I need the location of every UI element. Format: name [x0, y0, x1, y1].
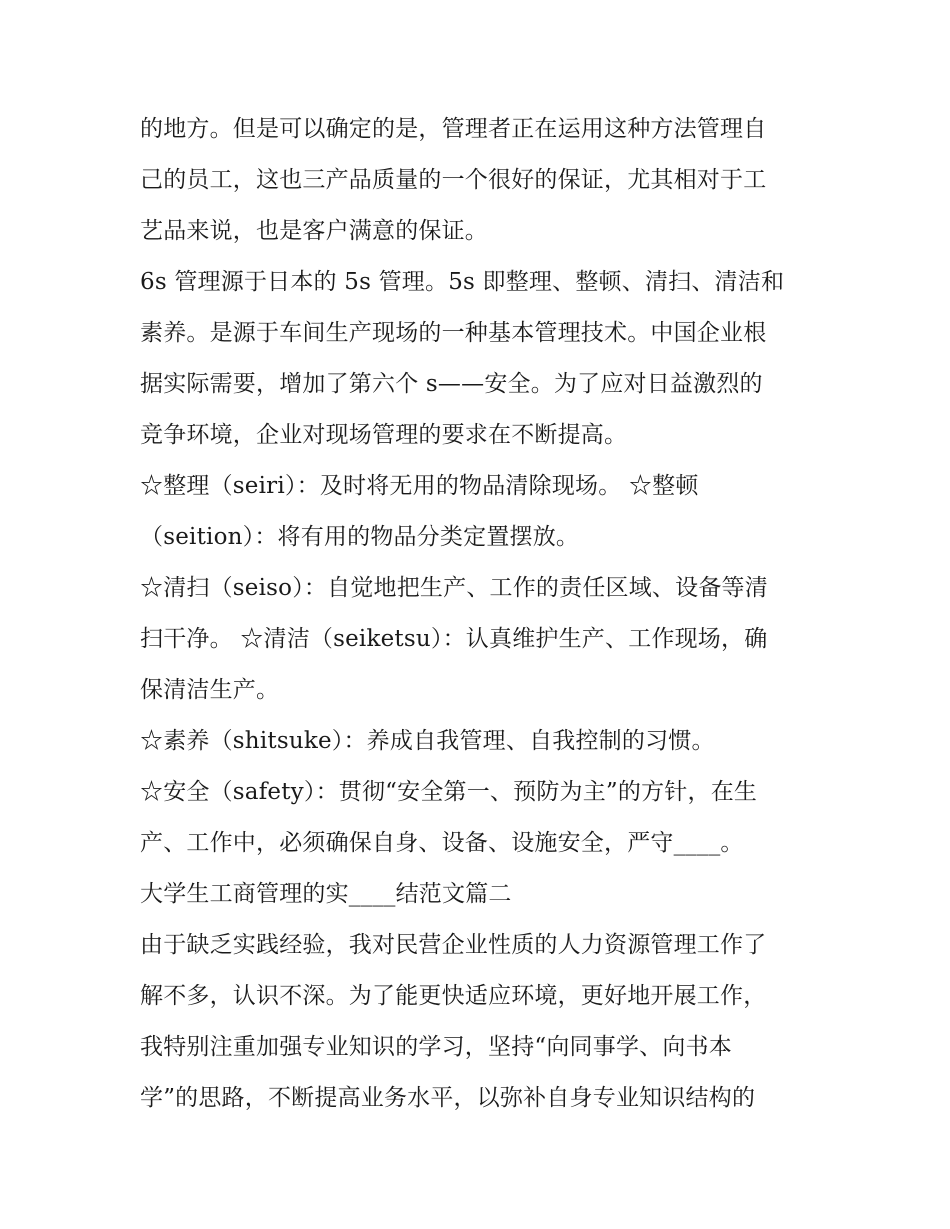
text-line: 据实际需要，增加了第六个 s——安全。为了应对日益激烈的 — [140, 371, 763, 397]
text-line: 学”的思路，不断提高业务水平，以弥补自身专业知识结构的 — [140, 1085, 756, 1111]
text-line: 扫干净。 ☆清洁（seiketsu）：认真维护生产、工作现场，确 — [140, 626, 768, 652]
text-line: 解不多，认识不深。为了能更快适应环境，更好地开展工作， — [140, 983, 767, 1009]
text-line: 保清洁生产。 — [140, 677, 280, 703]
text-line: ☆整理（seiri）：及时将无用的物品清除现场。 ☆整顿 — [140, 473, 699, 499]
text-line: 己的员工，这也三产品质量的一个很好的保证，尤其相对于工 — [140, 167, 767, 193]
text-line: 竞争环境，企业对现场管理的要求在不断提高。 — [140, 422, 628, 448]
text-line: （seition）：将有用的物品分类定置摆放。 — [140, 524, 580, 550]
text-line: 我特别注重加强专业知识的学习，坚持“向同事学、向书本 — [140, 1034, 732, 1060]
text-line: ☆清扫（seiso）：自觉地把生产、工作的责任区域、设备等清 — [140, 575, 768, 601]
text-line: 由于缺乏实践经验，我对民营企业性质的人力资源管理工作了 — [140, 932, 767, 958]
text-line: 产、工作中，必须确保自身、设备、设施安全，严守____。 — [140, 830, 744, 856]
text-line: 6s 管理源于日本的 5s 管理。5s 即整理、整顿、清扫、清洁和 — [140, 269, 785, 295]
text-line: ☆安全（safety）：贯彻“安全第一、预防为主”的方针，在生 — [140, 779, 758, 805]
document-body — [140, 104, 820, 1124]
text-line: 的地方。但是可以确定的是，管理者正在运用这种方法管理自 — [140, 116, 767, 142]
section-heading: 大学生工商管理的实____结范文篇二 — [140, 881, 512, 907]
text-line: 素养。是源于车间生产现场的一种基本管理技术。中国企业根 — [140, 320, 767, 346]
text-line: ☆素养（shitsuke）：养成自我管理、自我控制的习惯。 — [140, 728, 715, 754]
text-line: 艺品来说，也是客户满意的保证。 — [140, 218, 488, 244]
